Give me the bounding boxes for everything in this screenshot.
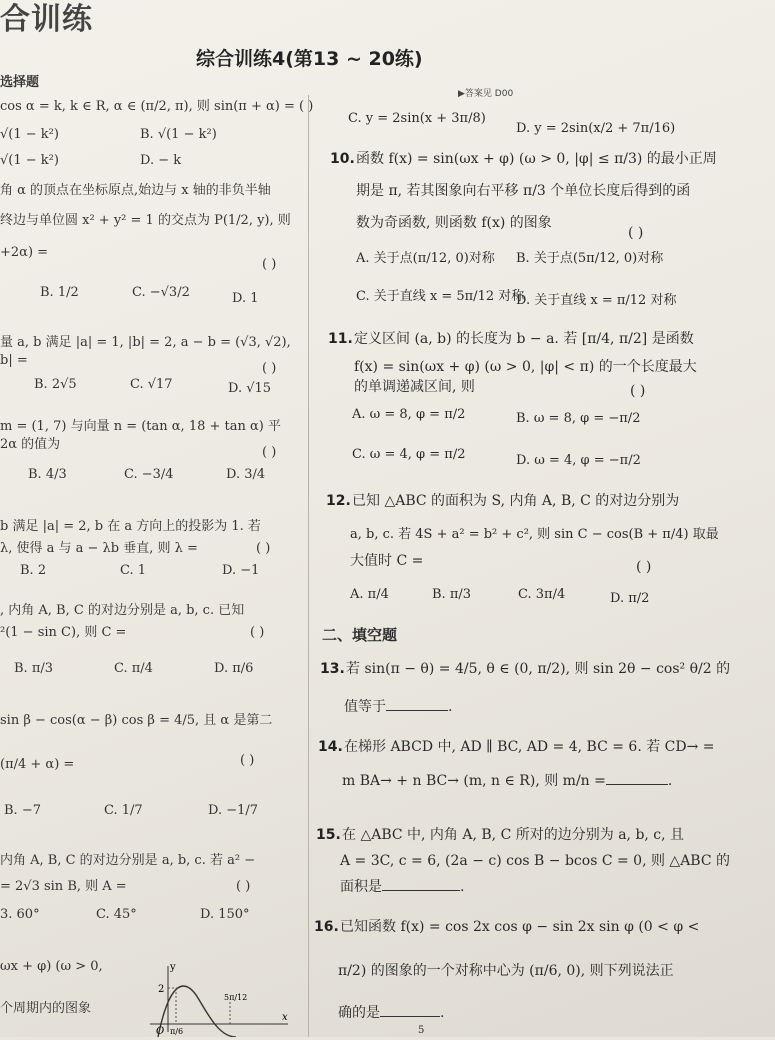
answer-paren: ( ) xyxy=(236,879,251,894)
left-line: 量 a, b 满足 |a| = 1, |b| = 2, a − b = (√3, √2), xyxy=(0,335,291,350)
graph-label-pi6: π/6 xyxy=(170,1027,184,1036)
left-option: B. 2 xyxy=(20,563,47,578)
question-number: 12. xyxy=(326,493,351,509)
option: A. ω = 8, φ = π/2 xyxy=(352,407,466,422)
answer-paren: ( ) xyxy=(262,361,277,376)
left-option: 3. 60° xyxy=(0,907,40,922)
left-option: D. √15 xyxy=(228,381,272,396)
question-text: 确的是 xyxy=(338,1005,380,1021)
question-number: 11. xyxy=(328,331,353,347)
answer-paren: ( ) xyxy=(240,753,255,768)
section-heading-choice: 选择题 xyxy=(0,75,40,90)
option: B. 关于点(5π/12, 0)对称 xyxy=(516,251,664,266)
question-line: 值等于 . xyxy=(344,699,453,715)
option: D. π/2 xyxy=(610,591,650,606)
answer-blank[interactable] xyxy=(606,784,668,785)
left-line: , 内角 A, B, C 的对边分别是 a, b, c. 已知 xyxy=(0,603,245,618)
left-line: √(1 − k²) xyxy=(0,153,59,168)
left-option: C. 1/7 xyxy=(104,803,143,818)
left-line: = 2√3 sin B, 则 A = xyxy=(0,879,127,894)
left-line: ωx + φ) (ω > 0, xyxy=(0,959,103,974)
question-line: 大值时 C = xyxy=(350,553,424,569)
question-line: 数为奇函数, 则函数 f(x) 的图象 xyxy=(356,215,552,231)
question-line: 定义区间 (a, b) 的长度为 b − a. 若 [π/4, π/2] 是函数 xyxy=(354,331,694,347)
left-option: B. −7 xyxy=(4,803,41,818)
answer-blank[interactable] xyxy=(380,1016,440,1017)
left-option: B. 2√5 xyxy=(34,377,77,392)
left-option: D. −1/7 xyxy=(208,803,259,818)
question-line: A = 3C, c = 6, (2a − c) cos B − bcos C = 0, 则 △ABC 的 xyxy=(340,853,731,869)
left-option: C. −√3/2 xyxy=(132,285,190,300)
option: C. 3π/4 xyxy=(518,587,566,602)
left-line: cos α = k, k ∈ R, α ∈ (π/2, π), 则 sin(π + α) = ( ) xyxy=(0,99,314,114)
answer-reference: ▶答案见 D00 xyxy=(458,89,514,99)
option: A. 关于点(π/12, 0)对称 xyxy=(356,251,495,266)
left-line: +2α) = xyxy=(0,245,49,260)
answer-paren: ( ) xyxy=(262,257,277,272)
q9-option-d: D. y = 2sin(x/2 + 7π/16) xyxy=(516,121,676,136)
answer-paren: ( ) xyxy=(256,541,271,556)
question-line: 已知 △ABC 的面积为 S, 内角 A, B, C 的对边分别为 xyxy=(352,493,680,509)
left-line: ²(1 − sin C), 则 C = xyxy=(0,625,127,640)
question-line: 若 sin(π − θ) = 4/5, θ ∈ (0, π/2), 则 sin 2θ − cos² θ/2 的 xyxy=(346,661,731,677)
left-option: D. π/6 xyxy=(214,661,254,676)
answer-paren: ( ) xyxy=(250,625,265,640)
question-line: 函数 f(x) = sin(ωx + φ) (ω > 0, |φ| ≤ π/3) 的最小正周 xyxy=(356,151,717,167)
page-title: 综合训练4(第13 ~ 20练) xyxy=(196,48,423,70)
option: D. 关于直线 x = π/12 对称 xyxy=(516,293,677,308)
left-line: λ, 使得 a 与 a − λb 垂直, 则 λ = xyxy=(0,541,198,556)
option: B. π/3 xyxy=(432,587,472,602)
question-number: 10. xyxy=(330,151,355,167)
left-line: 内角 A, B, C 的对边分别是 a, b, c. 若 a² − xyxy=(0,853,256,868)
question-line: π/2) 的图象的一个对称中心为 (π/6, 0), 则下列说法正 xyxy=(338,963,674,979)
left-option: C. π/4 xyxy=(114,661,153,676)
left-option: D. 3/4 xyxy=(226,467,266,482)
question-line: 的单调递减区间, 则 xyxy=(354,379,475,395)
question-number: 16. xyxy=(314,919,339,935)
left-line: m = (1, 7) 与向量 n = (tan α, 18 + tan α) 平 xyxy=(0,419,281,434)
question-number: 15. xyxy=(316,827,341,843)
left-line: (π/4 + α) = xyxy=(0,757,75,772)
question-number: 14. xyxy=(318,739,343,755)
graph-label-y: y xyxy=(170,962,176,973)
answer-paren: ( ) xyxy=(262,445,277,460)
section-heading-fill-in: 二、填空题 xyxy=(322,626,398,644)
graph-label-2: 2 xyxy=(158,984,165,995)
answer-paren: ( ) xyxy=(628,225,644,241)
left-option: B. √(1 − k²) xyxy=(140,127,217,142)
question-number: 13. xyxy=(320,661,345,677)
question-line: 已知函数 f(x) = cos 2x cos φ − sin 2x sin φ (0 < φ < xyxy=(340,919,700,935)
left-option: B. 4/3 xyxy=(28,467,67,482)
left-option: C. 45° xyxy=(96,907,137,922)
answer-blank[interactable] xyxy=(382,890,460,891)
graph-label-origin: O xyxy=(156,1026,165,1037)
question-line: 在 △ABC 中, 内角 A, B, C 所对的边分别为 a, b, c, 且 xyxy=(342,827,685,843)
column-divider xyxy=(308,95,309,1037)
q9-option-c: C. y = 2sin(x + 3π/8) xyxy=(348,111,486,126)
left-option: C. 1 xyxy=(120,563,147,578)
question-line: 期是 π, 若其图象向右平移 π/3 个单位长度后得到的函 xyxy=(356,183,691,199)
option: B. ω = 8, φ = −π/2 xyxy=(516,411,641,426)
option: A. π/4 xyxy=(350,587,389,602)
question-line: a, b, c. 若 4S + a² = b² + c², 则 sin C − cos(B + π/4) 取最 xyxy=(350,527,719,542)
graph-label-x: x xyxy=(282,1012,288,1023)
left-option: D. 1 xyxy=(232,291,259,306)
answer-blank[interactable] xyxy=(386,710,448,711)
left-option: C. −3/4 xyxy=(124,467,174,482)
question-text: m BA→ + n BC→ (m, n ∈ R), 则 m/n = xyxy=(342,773,606,789)
left-line: 个周期内的图象 xyxy=(0,1001,92,1016)
left-line: √(1 − k²) xyxy=(0,127,59,142)
question-line: 在梯形 ABCD 中, AD ∥ BC, AD = 4, BC = 6. 若 CD→ = xyxy=(344,739,715,755)
graph-label-5pi12: 5π/12 xyxy=(224,993,248,1002)
left-line: 角 α 的顶点在坐标原点,始边与 x 轴的非负半轴 xyxy=(0,183,271,198)
sine-graph-figure xyxy=(140,958,290,1037)
question-line: m BA→ + n BC→ (m, n ∈ R), 则 m/n = . xyxy=(342,773,673,789)
option: C. ω = 4, φ = π/2 xyxy=(352,447,466,462)
left-option: B. 1/2 xyxy=(40,285,79,300)
answer-paren: ( ) xyxy=(636,559,652,575)
question-line: 确的是 . xyxy=(338,1005,445,1021)
left-line: b| = xyxy=(0,353,28,368)
corner-header: 合训练 xyxy=(0,2,93,37)
answer-paren: ( ) xyxy=(630,383,646,399)
question-text: 值等于 xyxy=(344,699,386,715)
left-line: 2α 的值为 xyxy=(0,437,61,452)
option: C. 关于直线 x = 5π/12 对称 xyxy=(356,289,525,304)
left-line: b 满足 |a| = 2, b 在 a 方向上的投影为 1. 若 xyxy=(0,519,261,534)
page-number: 5 xyxy=(418,1025,425,1036)
option: D. ω = 4, φ = −π/2 xyxy=(516,453,641,468)
left-option: C. √17 xyxy=(130,377,173,392)
left-option: B. π/3 xyxy=(14,661,54,676)
left-line: 终边与单位圆 x² + y² = 1 的交点为 P(1/2, y), 则 xyxy=(0,213,291,228)
left-option: D. 150° xyxy=(200,907,250,922)
question-text: 面积是 xyxy=(340,879,382,895)
left-option: D. − k xyxy=(140,153,182,168)
left-line: sin β − cos(α − β) cos β = 4/5, 且 α 是第二 xyxy=(0,713,273,728)
left-option: D. −1 xyxy=(222,563,260,578)
question-line: f(x) = sin(ωx + φ) (ω > 0, |φ| < π) 的一个长度最大 xyxy=(354,359,697,375)
question-line: 面积是 . xyxy=(340,879,465,895)
